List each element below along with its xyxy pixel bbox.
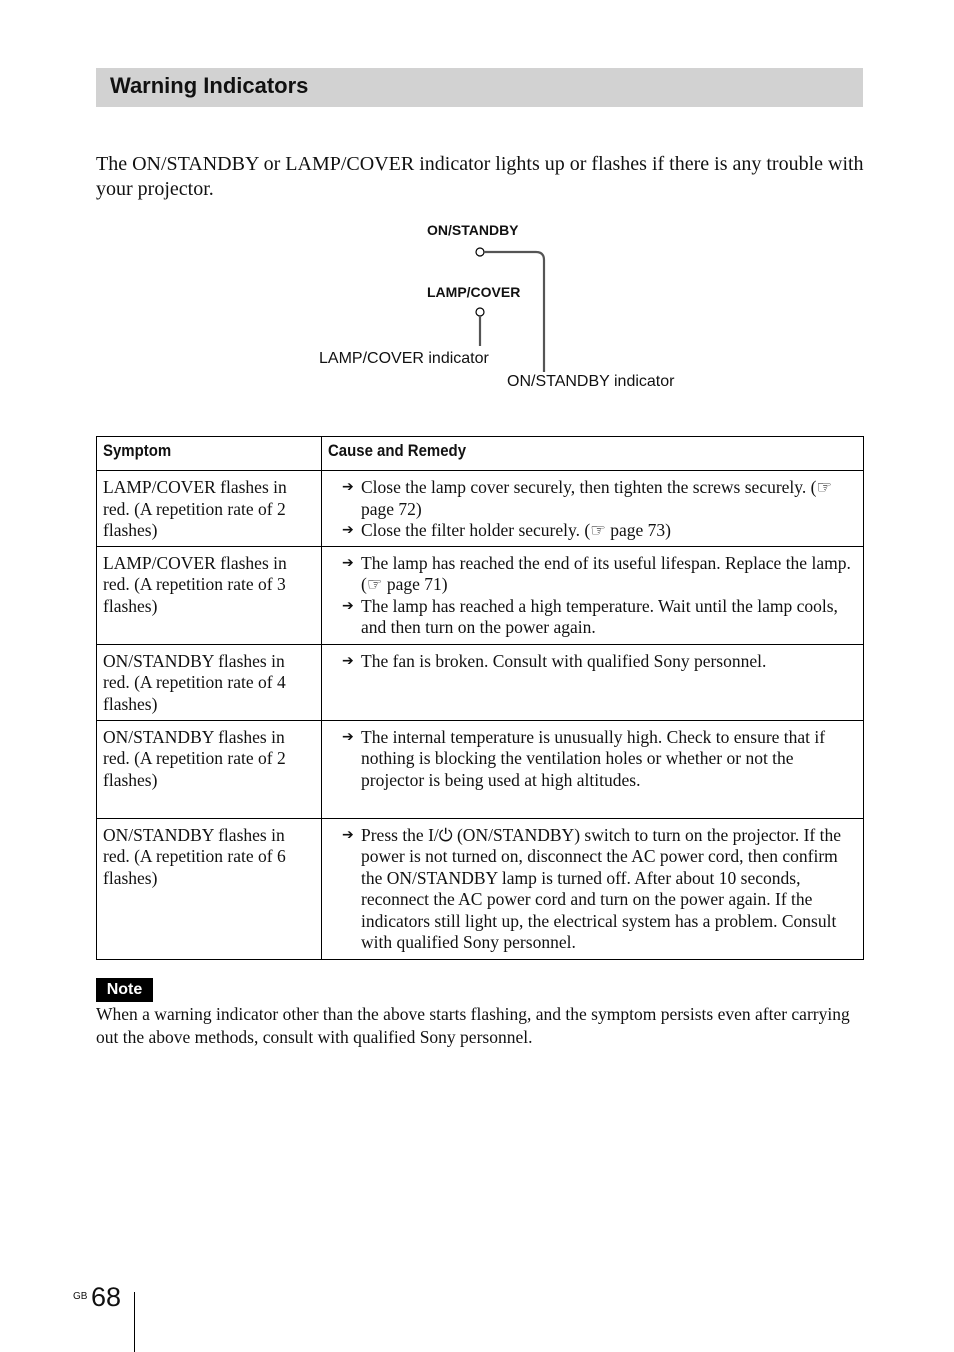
remedy-cell [322,471,864,547]
table-row [97,546,864,644]
note-badge: Note [96,978,153,1002]
footer-divider [134,1292,135,1352]
remedy-item [328,520,857,542]
symptom-cell: ON/STANDBY flashes in red. (A repetition rate of 4 flashes) [97,644,322,720]
intro-paragraph: The ON/STANDBY or LAMP/COVER indicator lights up or flashes if there is any trouble with your projector. [96,153,864,200]
table-row [97,818,864,959]
symptom-header-label: Symptom [103,441,172,460]
remedy-item [328,596,857,639]
on-standby-leader-line [484,252,544,372]
remedy-item [328,651,857,673]
on-standby-led-icon [476,248,484,256]
page-number: 68 [91,1282,122,1312]
right-arrow-icon: ➔ [342,522,354,538]
diagram-label-lamp-cover: LAMP/COVER [427,284,521,300]
indicator-diagram [0,0,954,420]
lamp-cover-led-icon [476,308,484,316]
symptom-table [96,436,864,960]
right-arrow-icon: ➔ [342,652,354,669]
right-arrow-icon: ➔ [342,479,354,495]
region-code: GB [73,1291,88,1302]
right-arrow-icon: ➔ [342,826,354,843]
diagram-label-on-standby: ON/STANDBY [427,222,519,238]
remedy-text: The fan is broken. Consult with qualified Sony personnel. [361,650,767,671]
table-row [97,720,864,818]
symptom-cell: LAMP/COVER flashes in red. (A repetition rate of 2 flashes) [97,471,322,547]
remedy-text: The lamp has reached the end of its useful lifespan. Replace the lamp. (☞ page 71) [361,552,851,594]
remedy-cell [322,818,864,959]
lamp-cover-indicator-caption: LAMP/COVER indicator [319,350,489,367]
remedy-item [328,825,857,954]
remedy-text: Press the I/⏻ (ON/STANDBY) switch to turn on the projector. If the power is not turned on, disconnect the AC power cord, then confirm the ON/STANDBY lamp is turned off. After about 10 seconds, reconnect the AC power cord and turn on the power again. If the indicators still light up, the electrical system has a problem. Consult with qualified Sony personnel. [361,824,842,952]
right-arrow-icon: ➔ [342,728,354,745]
on-standby-indicator-caption: ON/STANDBY indicator [507,373,675,390]
right-arrow-icon: ➔ [342,554,354,571]
remedy-text: The internal temperature is unusually high. Check to ensure that if nothing is blocking the ventilation holes or whether or not the projector is being used at high altitudes. [361,726,826,790]
cause-header-label: Cause and Remedy [328,441,467,460]
remedy-text: Close the filter holder securely. (☞ page 73) [361,520,672,540]
right-arrow-icon: ➔ [342,597,354,614]
symptom-cell: LAMP/COVER flashes in red. (A repetition rate of 3 flashes) [97,546,322,644]
remedy-item [328,727,857,792]
table-row [97,644,864,720]
note-text: When a warning indicator other than the above starts flashing, and the symptom persists even after carrying out the above methods, consult with qualified Sony personnel. [96,1004,850,1047]
remedy-item [328,477,857,520]
indicator-diagram-lines [0,0,954,420]
symptom-header [97,437,322,471]
section-header-bar [96,68,863,107]
remedy-item [328,553,857,596]
remedy-cell [322,644,864,720]
table-row [97,471,864,547]
section-title: Warning Indicators [110,73,309,98]
remedy-cell [322,546,864,644]
symptom-cell: ON/STANDBY flashes in red. (A repetition rate of 6 flashes) [97,818,322,959]
remedy-cell [322,720,864,818]
symptom-cell: ON/STANDBY flashes in red. (A repetition rate of 2 flashes) [97,720,322,818]
table-header-row [97,437,864,471]
remedy-text: The lamp has reached a high temperature. Wait until the lamp cools, and then turn on the power again. [361,595,838,637]
remedy-text: Close the lamp cover securely, then tighten the screws securely. (☞ page 72) [361,477,833,519]
cause-header [322,437,864,471]
